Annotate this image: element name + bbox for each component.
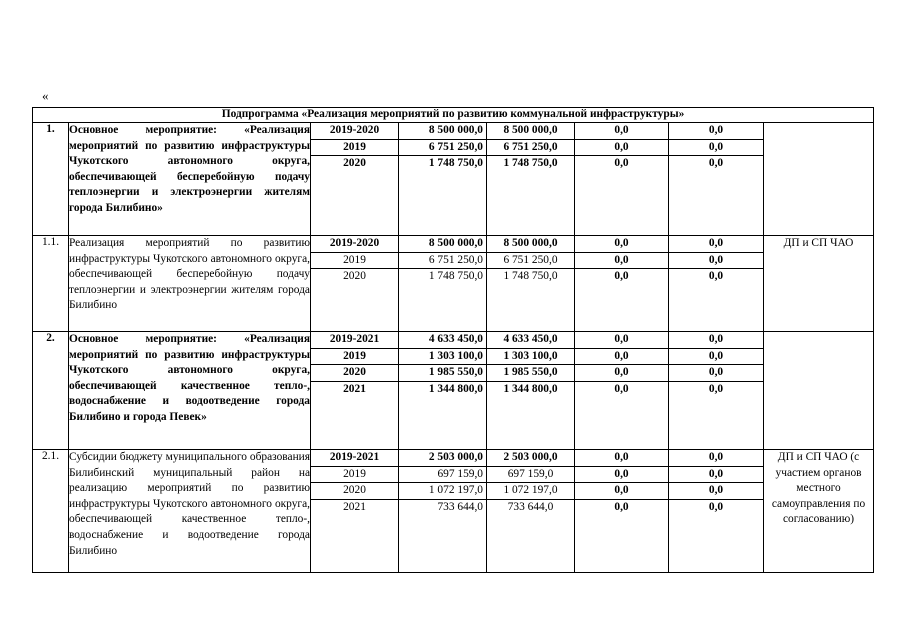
responsible-executor — [764, 123, 874, 236]
responsible-executor: ДП и СП ЧАО (с участием органов местного самоуправления по согласованию) — [764, 450, 874, 573]
total-amount: 697 159,0 — [399, 467, 486, 484]
col6-cell — [669, 236, 764, 332]
opening-quote-mark: « — [42, 88, 49, 103]
col6-cell — [669, 332, 764, 450]
total-amount: 1 748 750,0 — [428, 270, 483, 283]
district-cell — [487, 332, 575, 450]
year-value: 2021 — [343, 382, 366, 395]
table-row — [33, 332, 874, 450]
year-value: 2020 — [311, 365, 398, 382]
col6-cell — [669, 123, 764, 236]
col6-amount: 0,0 — [669, 365, 763, 382]
total-cell — [399, 332, 487, 450]
year-value: 2020 — [343, 157, 366, 170]
total-amount: 8 500 000,0 — [399, 123, 486, 140]
row-number: 1. — [33, 123, 69, 236]
total-amount: 1 344 800,0 — [428, 382, 483, 395]
year-value: 2019-2020 — [311, 236, 398, 253]
total-cell — [399, 450, 487, 573]
table-row — [33, 123, 874, 236]
responsible-executor — [764, 332, 874, 450]
district-amount: 6 751 250,0 — [487, 140, 574, 157]
col5-amount: 0,0 — [575, 236, 668, 253]
col5-amount: 0,0 — [575, 365, 668, 382]
total-amount: 4 633 450,0 — [399, 332, 486, 349]
table-row — [33, 236, 874, 332]
col5-amount: 0,0 — [575, 332, 668, 349]
col5-amount: 0,0 — [614, 157, 629, 170]
row-number: 2.1. — [33, 450, 69, 573]
year-value: 2019 — [311, 253, 398, 270]
total-amount: 2 503 000,0 — [399, 450, 486, 467]
district-amount: 1 072 197,0 — [487, 483, 574, 500]
col6-amount: 0,0 — [669, 349, 763, 366]
district-amount: 8 500 000,0 — [487, 236, 574, 253]
total-cell — [399, 123, 487, 236]
col5-cell — [575, 123, 669, 236]
district-amount: 8 500 000,0 — [487, 123, 574, 140]
district-amount: 1 748 750,0 — [503, 270, 558, 283]
col6-amount: 0,0 — [669, 140, 763, 157]
district-amount: 6 751 250,0 — [487, 253, 574, 270]
col5-amount: 0,0 — [575, 349, 668, 366]
activity-description: Субсидии бюджету муниципального образования Билибинский муниципальный район на реализацию мероприятий по развитию инфраструктуры Чукотского автономного округа, обеспечивающей качественное тепло-, водоснабжение и водоотведение города Билибино — [69, 450, 311, 573]
col6-amount: 0,0 — [669, 332, 763, 349]
row-number: 1.1. — [33, 236, 69, 332]
activity-description: Основное мероприятие: «Реализация мероприятий по развитию инфраструктуры Чукотского автономного округа, обеспечивающей бесперебойную подачу теплоэнергии и электроэнергии жителям города Билибино» — [69, 123, 311, 236]
col5-amount: 0,0 — [614, 270, 629, 283]
year-value: 2019 — [311, 349, 398, 366]
district-cell — [487, 450, 575, 573]
years-cell — [311, 123, 399, 236]
district-amount: 2 503 000,0 — [487, 450, 574, 467]
total-amount: 733 644,0 — [437, 500, 483, 513]
col6-amount: 0,0 — [669, 123, 763, 140]
subprogram-header-row — [33, 108, 874, 123]
subprogram-title: Подпрограмма «Реализация мероприятий по развитию коммунальной инфраструктуры» — [33, 108, 874, 123]
years-cell — [311, 236, 399, 332]
district-amount: 697 159,0 — [487, 467, 574, 484]
col6-amount: 0,0 — [669, 467, 763, 484]
col6-amount: 0,0 — [708, 157, 724, 170]
col5-amount: 0,0 — [575, 450, 668, 467]
col5-cell — [575, 236, 669, 332]
district-amount: 1 748 750,0 — [503, 157, 558, 170]
col6-amount: 0,0 — [669, 236, 763, 253]
year-value: 2020 — [343, 270, 366, 283]
total-amount: 8 500 000,0 — [399, 236, 486, 253]
col5-cell — [575, 332, 669, 450]
years-cell — [311, 332, 399, 450]
district-amount: 733 644,0 — [507, 500, 554, 513]
year-value: 2021 — [343, 500, 366, 513]
col5-amount: 0,0 — [575, 253, 668, 270]
col5-amount: 0,0 — [614, 500, 629, 513]
row-number: 2. — [33, 332, 69, 450]
col5-amount: 0,0 — [614, 382, 629, 395]
col6-amount: 0,0 — [708, 270, 724, 283]
col6-amount: 0,0 — [669, 483, 763, 500]
col6-amount: 0,0 — [708, 382, 724, 395]
col5-amount: 0,0 — [575, 467, 668, 484]
district-amount: 1 985 550,0 — [487, 365, 574, 382]
total-cell — [399, 236, 487, 332]
activity-description: Основное мероприятие: «Реализация мероприятий по развитию инфраструктуры Чукотского автономного округа, обеспечивающей качественное тепло-, водоснабжение и водоотведение города Билибино и города Певек» — [69, 332, 311, 450]
year-value: 2019-2021 — [311, 332, 398, 349]
total-amount: 1 303 100,0 — [399, 349, 486, 366]
district-amount: 1 303 100,0 — [487, 349, 574, 366]
year-value: 2020 — [311, 483, 398, 500]
year-value: 2019 — [311, 140, 398, 157]
total-amount: 6 751 250,0 — [399, 140, 486, 157]
year-value: 2019-2021 — [311, 450, 398, 467]
col5-amount: 0,0 — [575, 123, 668, 140]
district-cell — [487, 123, 575, 236]
activity-description: Реализация мероприятий по развитию инфраструктуры Чукотского автономного округа, обеспечивающей бесперебойную подачу теплоэнергии и электроэнергии жителям города Билибино — [69, 236, 311, 332]
col6-amount: 0,0 — [708, 500, 724, 513]
district-cell — [487, 236, 575, 332]
total-amount: 1 748 750,0 — [428, 157, 483, 170]
responsible-executor: ДП и СП ЧАО — [764, 236, 874, 332]
col5-cell — [575, 450, 669, 573]
years-cell — [311, 450, 399, 573]
total-amount: 1 985 550,0 — [399, 365, 486, 382]
col6-cell — [669, 450, 764, 573]
col5-amount: 0,0 — [575, 483, 668, 500]
district-amount: 4 633 450,0 — [487, 332, 574, 349]
col6-amount: 0,0 — [669, 253, 763, 270]
year-value: 2019-2020 — [311, 123, 398, 140]
col5-amount: 0,0 — [575, 140, 668, 157]
total-amount: 1 072 197,0 — [399, 483, 486, 500]
table-row — [33, 450, 874, 573]
col6-amount: 0,0 — [669, 450, 763, 467]
district-amount: 1 344 800,0 — [503, 382, 558, 395]
subprogram-table — [32, 107, 874, 573]
year-value: 2019 — [311, 467, 398, 484]
total-amount: 6 751 250,0 — [399, 253, 486, 270]
